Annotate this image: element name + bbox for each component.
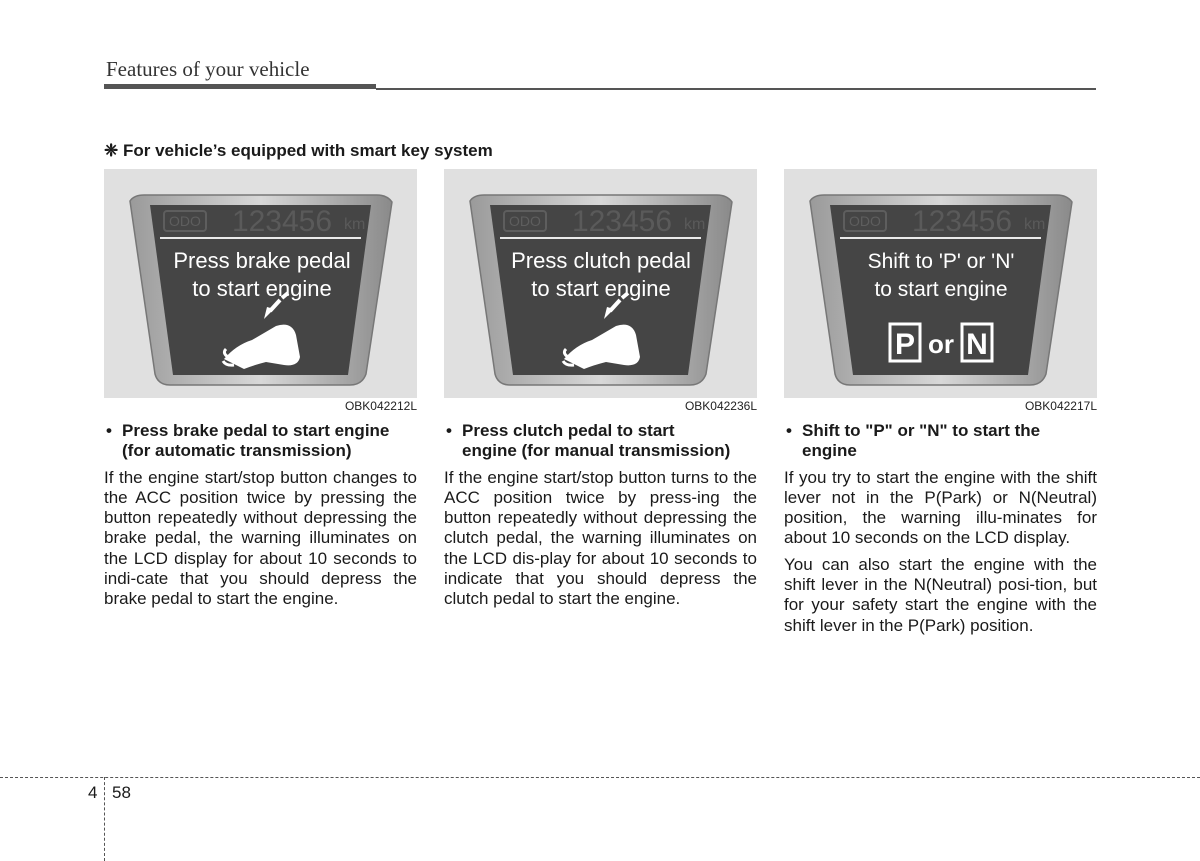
lcd-line-2: to start engine xyxy=(192,276,332,301)
bullet-dot: • xyxy=(446,421,452,440)
lcd-line-1: Shift to 'P' or 'N' xyxy=(867,250,1015,273)
bullet-heading-line-1: Press brake pedal to start engine xyxy=(122,421,390,440)
body-paragraph: You can also start the engine with the shift lever in the N(Neutral) posi-tion, but for your safety start the engine with the shift lever in the P(Park) position. xyxy=(784,554,1097,635)
note-symbol: ❈ xyxy=(104,141,119,160)
column-clutch xyxy=(444,421,757,616)
body-paragraph: If the engine start/stop button turns to the ACC position twice by press-ing the button repeatedly without depressing the clutch pedal, the warning illuminates on the LCD dis-play for about 10 seconds to indicate that you should depress the clutch pedal to start the engine. xyxy=(444,467,757,609)
odo-value: 123456 xyxy=(911,205,1013,238)
bullet-heading-line-1: Press clutch pedal to start xyxy=(462,421,675,440)
lcd-line-1: Press clutch pedal xyxy=(511,248,691,273)
odo-unit: km xyxy=(684,216,706,233)
figure-code: OBK042236L xyxy=(684,399,757,413)
lcd-figure-brake xyxy=(104,169,417,398)
odo-value: 123456 xyxy=(231,205,333,238)
page-number: 58 xyxy=(112,783,131,802)
body-paragraph: If the engine start/stop button changes to the ACC position twice by pressing the button repeatedly without depressing the brake pedal, the warning illuminates on the LCD display for about 10 seconds to indi-cate that you should depress the brake pedal to start the engine. xyxy=(104,467,417,609)
odo-unit: km xyxy=(1024,216,1046,233)
bullet-heading-line-2: engine (for manual transmission) xyxy=(462,441,731,461)
bullet-heading xyxy=(444,421,757,462)
footer-divider xyxy=(104,777,105,861)
lcd-line-2: to start engine xyxy=(531,276,671,301)
lcd-line-1: Press brake pedal xyxy=(173,248,351,273)
bullet-heading xyxy=(104,421,417,462)
footer-rule xyxy=(0,777,1200,778)
figure-code: OBK042212L xyxy=(344,399,417,413)
odo-label: ODO xyxy=(509,213,541,229)
gear-or-label: or xyxy=(928,329,954,359)
odo-value: 123456 xyxy=(571,205,673,238)
smart-key-note xyxy=(104,141,493,161)
header-rule-line xyxy=(376,88,1096,90)
column-shift xyxy=(784,421,1097,642)
bullet-heading xyxy=(784,421,1097,462)
page-header-title: Features of your vehicle xyxy=(106,57,310,81)
gear-indicator xyxy=(890,324,992,361)
lcd-figure-clutch xyxy=(444,169,757,398)
gear-p-label: P xyxy=(894,328,916,361)
odo-unit: km xyxy=(344,216,366,233)
figure-code: OBK042217L xyxy=(1024,399,1097,413)
lcd-line-2: to start engine xyxy=(874,278,1008,301)
bullet-dot: • xyxy=(106,421,112,440)
bullet-heading-line-2: engine xyxy=(802,441,857,461)
lcd-figure-shift xyxy=(784,169,1097,398)
bullet-heading-line-2: (for automatic transmission) xyxy=(122,441,352,461)
chapter-number: 4 xyxy=(88,783,98,802)
bullet-heading-line-1: Shift to "P" or "N" to start the xyxy=(802,421,1041,440)
gear-n-label: N xyxy=(966,328,988,361)
odo-label: ODO xyxy=(169,213,201,229)
header-rule xyxy=(104,84,376,89)
note-text: For vehicle’s equipped with smart key system xyxy=(122,141,493,160)
bullet-dot: • xyxy=(786,421,792,440)
body-paragraph: If you try to start the engine with the shift lever not in the P(Park) or N(Neutral) position, the warning illu-minates for about 10 seconds on the LCD display. xyxy=(784,467,1097,548)
column-brake xyxy=(104,421,417,616)
odo-label: ODO xyxy=(849,213,881,229)
